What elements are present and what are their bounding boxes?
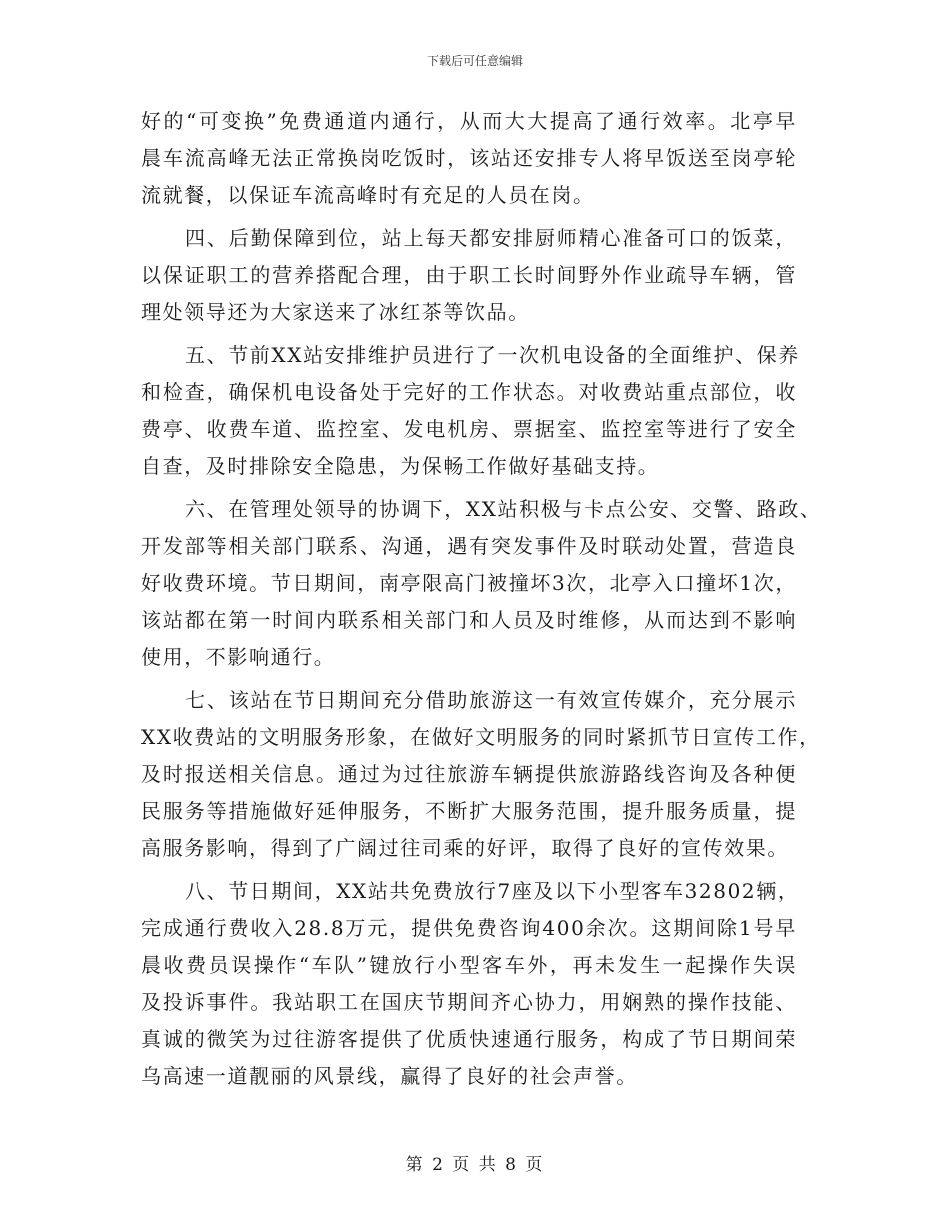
text-line: 晨收费员误操作“车队”键放行小型客车外，再未发生一起操作失误 [141, 953, 797, 977]
text-line: 好收费环境。节日期间，南亭限高门被撞坏3次，北亭入口撞坏1次， [141, 571, 797, 595]
text-line: 该站都在第一时间内联系相关部门和人员及时维修，从而达到不影响 [141, 608, 797, 632]
text-line: 民服务等措施做好延伸服务，不断扩大服务范围，提升服务质量，提 [141, 799, 797, 823]
text-line: 四、后勤保障到位，站上每天都安排厨师精心准备可口的饭菜， [185, 226, 797, 250]
paragraph [141, 103, 797, 214]
text-line: 五、节前XX站安排维护员进行了一次机电设备的全面维护、保养 [185, 343, 800, 367]
paragraph [141, 491, 822, 676]
text-line: 好的“可变换”免费通道内通行，从而大大提高了通行效率。北亭早 [141, 109, 797, 133]
text-line: XX收费站的文明服务形象，在做好文明服务的同时紧抓节日宣传工作， [141, 725, 821, 749]
paragraph [141, 220, 797, 331]
paragraph [141, 873, 800, 1095]
paragraph [141, 682, 821, 867]
text-line: 和检查，确保机电设备处于完好的工作状态。对收费站重点部位，收 [141, 380, 797, 404]
body-text [141, 103, 822, 1095]
text-line: 以保证职工的营养搭配合理，由于职工长时间野外作业疏导车辆，管 [141, 263, 797, 287]
text-line: 及时报送相关信息。通过为过往旅游车辆提供旅游路线咨询及各种便 [141, 762, 797, 786]
page-header-note: 下载后可任意编辑 [426, 54, 523, 68]
page-number: 第 2 页 共 8 页 [405, 1155, 545, 1175]
text-line: 晨车流高峰无法正常换岗吃饭时，该站还安排专人将早饭送至岗亭轮 [141, 146, 797, 170]
text-line: 乌高速一道靓丽的风景线，赢得了良好的社会声誉。 [141, 1064, 638, 1088]
text-line: 及投诉事件。我站职工在国庆节期间齐心协力，用娴熟的操作技能、 [141, 990, 797, 1014]
text-line: 六、在管理处领导的协调下，XX站积极与卡点公安、交警、路政、 [185, 497, 822, 521]
text-line: 七、该站在节日期间充分借助旅游这一有效宣传媒介，充分展示 [185, 688, 797, 712]
text-line: 八、节日期间，XX站共免费放行7座及以下小型客车32802辆， [185, 879, 800, 903]
text-line: 自查，及时排除安全隐患，为保畅工作做好基础支持。 [141, 454, 660, 478]
text-line: 真诚的微笑为过往游客提供了优质快速通行服务，构成了节日期间荣 [141, 1027, 797, 1051]
text-line: 流就餐，以保证车流高峰时有充足的人员在岗。 [141, 183, 595, 207]
paragraph [141, 337, 800, 485]
text-line: 费亭、收费车道、监控室、发电机房、票据室、监控室等进行了安全 [141, 417, 797, 441]
text-line: 高服务影响，得到了广阔过往司乘的好评，取得了良好的宣传效果。 [141, 836, 789, 860]
text-line: 理处领导还为大家送来了冰红茶等饮品。 [141, 300, 530, 324]
text-line: 使用，不影响通行。 [141, 645, 336, 669]
text-line: 完成通行费收入28.8万元，提供免费咨询400余次。这期间除1号早 [141, 916, 797, 940]
text-line: 开发部等相关部门联系、沟通，遇有突发事件及时联动处置，营造良 [141, 534, 797, 558]
